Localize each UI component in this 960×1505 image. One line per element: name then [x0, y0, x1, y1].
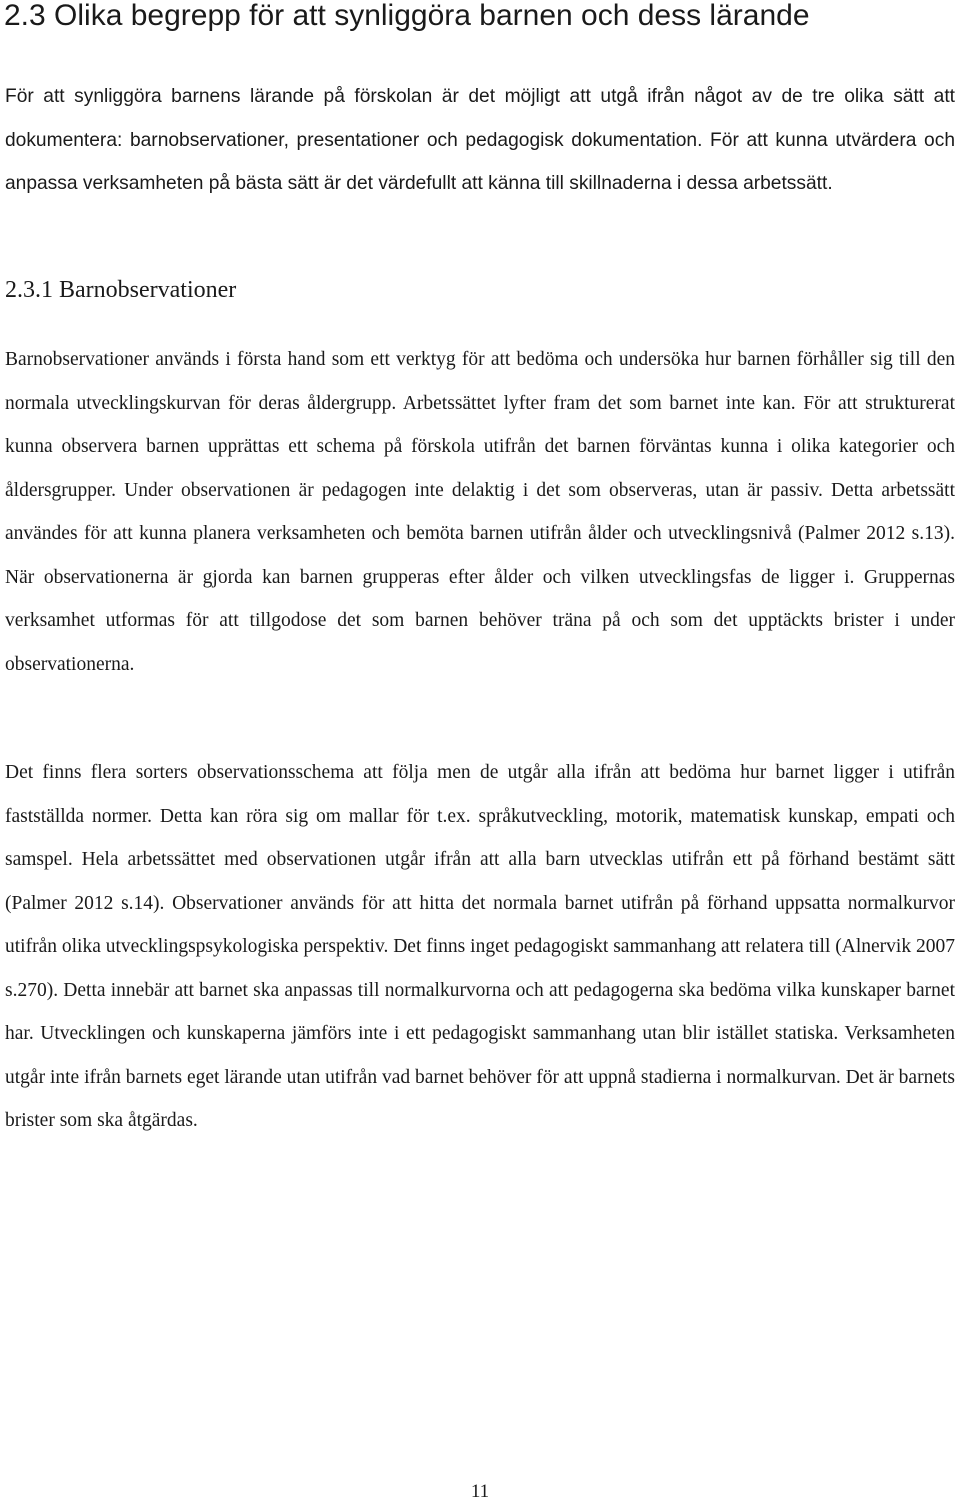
section-heading: 2.3 Olika begrepp för att synliggöra barnen och dess lärande	[4, 0, 810, 32]
intro-paragraph: För att synliggöra barnens lärande på förskolan är det möjligt att utgå ifrån något av de tre olika sätt att dokumentera: barnobservationer, presentationer och pedagogisk dokumentation. För att kunna utvärdera och anpassa verksamheten på bästa sätt är det värdefullt att känna till skillnaderna i dessa arbetssätt.	[5, 86, 955, 194]
subsection-heading: 2.3.1 Barnobservationer	[5, 277, 237, 303]
page-number: 11	[470, 1481, 490, 1502]
body-paragraph: Det finns flera sorters observationsschema att följa men de utgår alla ifrån att bedöma hur barnet ligger i utifrån fastställda normer. Detta kan röra sig om mallar för t.ex. språkutveckling, motorik, matematisk kunskap, empati och samspel. Hela arbetssättet med observationen utgår ifrån att alla barn utvecklas utifrån ett på förhand bestämt sätt (Palmer 2012 s.14). Observationer används för att hitta det normala barnet utifrån på förhand uppsatta normalkurvor utifrån olika utvecklingspsykologiska perspektiv. Det finns inget pedagogiskt sammanhang att relatera till (Alnervik 2007 s.270). Detta innebär att barnet ska anpassas till normalkurvorna och att pedagogerna ska bedöma vilka kunskaper barnet har. Utvecklingen och kunskaperna jämförs inte i ett pedagogiskt sammanhang utan blir istället statiska. Verksamheten utgår inte ifrån barnets eget lärande utan utifrån vad barnet behöver för att uppnå stadierna i normalkurvan. Det är barnets brister som ska åtgärdas.	[5, 762, 955, 1131]
body-paragraph: Barnobservationer används i första hand som ett verktyg för att bedöma och undersöka hur barnen förhåller sig till den normala utvecklingskurvan för deras åldergrupp. Arbetssättet lyfter fram det som barnet inte kan. För att strukturerat kunna observera barnen upprättas ett schema på förskola utifrån det barnen förväntas kunna i olika kategorier och åldersgrupper. Under observationen är pedagogen inte delaktig i det som observeras, utan är passiv. Detta arbetssätt användes för att kunna planera verksamheten och bemöta barnen utifrån ålder och utvecklingsnivå (Palmer 2012 s.13). När observationerna är gjorda kan barnen grupperas efter ålder och vilken utvecklingsfas de ligger i. Gruppernas verksamhet utformas för att tillgodose det som barnen behöver träna på och som det upptäckts brister i under observationerna.	[5, 349, 955, 675]
